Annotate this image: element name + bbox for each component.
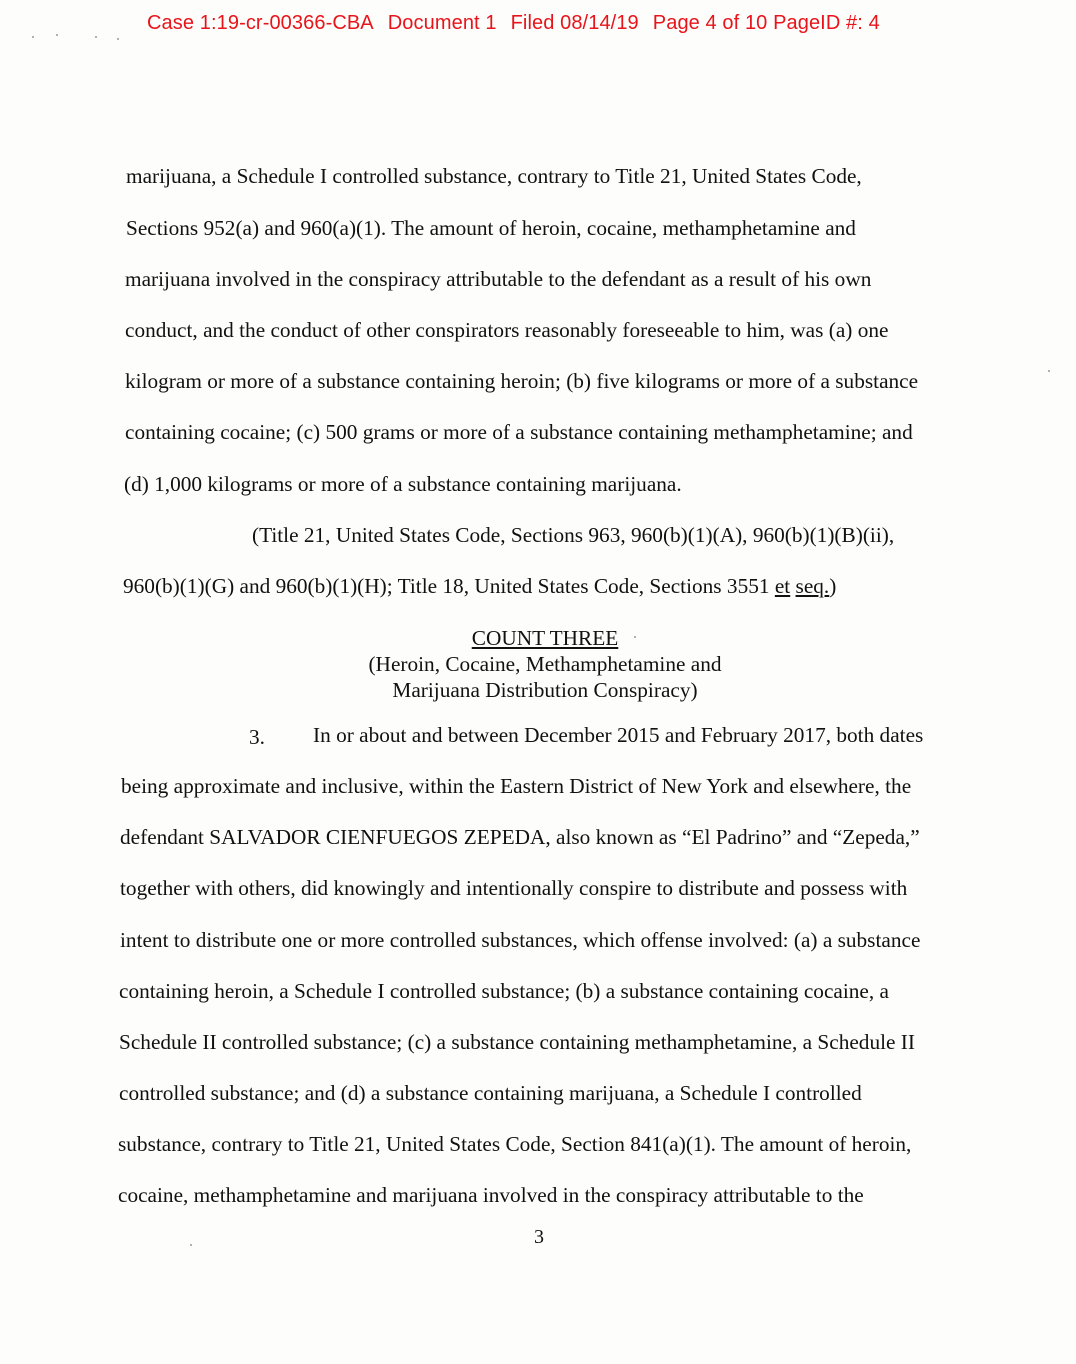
scan-speck [1048,370,1050,372]
text-line: conduct, and the conduct of other conspirators reasonably foreseeable to him, was (a) one [125,318,889,342]
scan-speck [190,1244,192,1246]
filed-date: Filed 08/14/19 [510,12,639,34]
count-title: COUNT THREE [471,626,619,650]
scan-speck [56,34,58,36]
page-number: 3 [534,1226,544,1248]
text-line: Sections 952(a) and 960(a)(1). The amount of heroin, cocaine, methamphetamine and [126,216,856,240]
citation-line [123,576,836,597]
document-number: Document 1 [387,12,497,34]
citation-close: ) [829,574,837,598]
citation-et: et [774,574,791,598]
citation-text: 960(b)(1)(G) and 960(b)(1)(H); Title 18, United States Code, Sections 3551 [123,574,775,598]
text-line: together with others, did knowingly and intentionally conspire to distribute and possess with [120,876,908,900]
text-line: Schedule II controlled substance; (c) a substance containing methamphetamine, a Schedule II [119,1030,915,1054]
scan-speck [95,36,97,38]
text-line: kilogram or more of a substance containing heroin; (b) five kilograms or more of a substance [125,369,919,393]
scan-speck [634,636,636,638]
case-number: Case 1:19-cr-00366-CBA [147,12,374,34]
text-line: In or about and between December 2015 and February 2017, both dates [313,723,924,747]
text-line: marijuana involved in the conspiracy attributable to the defendant as a result of his own [125,267,872,291]
filing-header [147,12,894,35]
text-line: being approximate and inclusive, within the Eastern District of New York and elsewhere, the [121,774,912,798]
count-subtitle: Marijuana Distribution Conspiracy) [392,678,698,702]
text-line: (d) 1,000 kilograms or more of a substance containing marijuana. [124,472,682,496]
scan-speck [117,38,119,40]
text-line: containing heroin, a Schedule I controlled substance; (b) a substance containing cocaine, a [119,979,889,1003]
count-subtitle: (Heroin, Cocaine, Methamphetamine and [368,652,722,676]
text-line: cocaine, methamphetamine and marijuana involved in the conspiracy attributable to the [118,1183,864,1207]
citation-seq: seq. [795,574,830,598]
text-line: containing cocaine; (c) 500 grams or more of a substance containing methamphetamine; and [125,420,913,444]
text-line: defendant SALVADOR CIENFUEGOS ZEPEDA, also known as “El Padrino” and “Zepeda,” [120,825,920,849]
paragraph-number: 3. [249,725,265,749]
text-line: substance, contrary to Title 21, United States Code, Section 841(a)(1). The amount of heroin, [118,1132,912,1156]
page-id: Page 4 of 10 PageID #: 4 [652,12,880,34]
text-line: intent to distribute one or more controlled substances, which offense involved: (a) a substance [120,928,921,952]
text-line: marijuana, a Schedule I controlled substance, contrary to Title 21, United States Code, [126,164,862,188]
text-line: controlled substance; and (d) a substance containing marijuana, a Schedule I controlled [119,1081,862,1105]
citation-line: (Title 21, United States Code, Sections 963, 960(b)(1)(A), 960(b)(1)(B)(ii), [252,523,895,547]
scan-speck [32,36,34,38]
